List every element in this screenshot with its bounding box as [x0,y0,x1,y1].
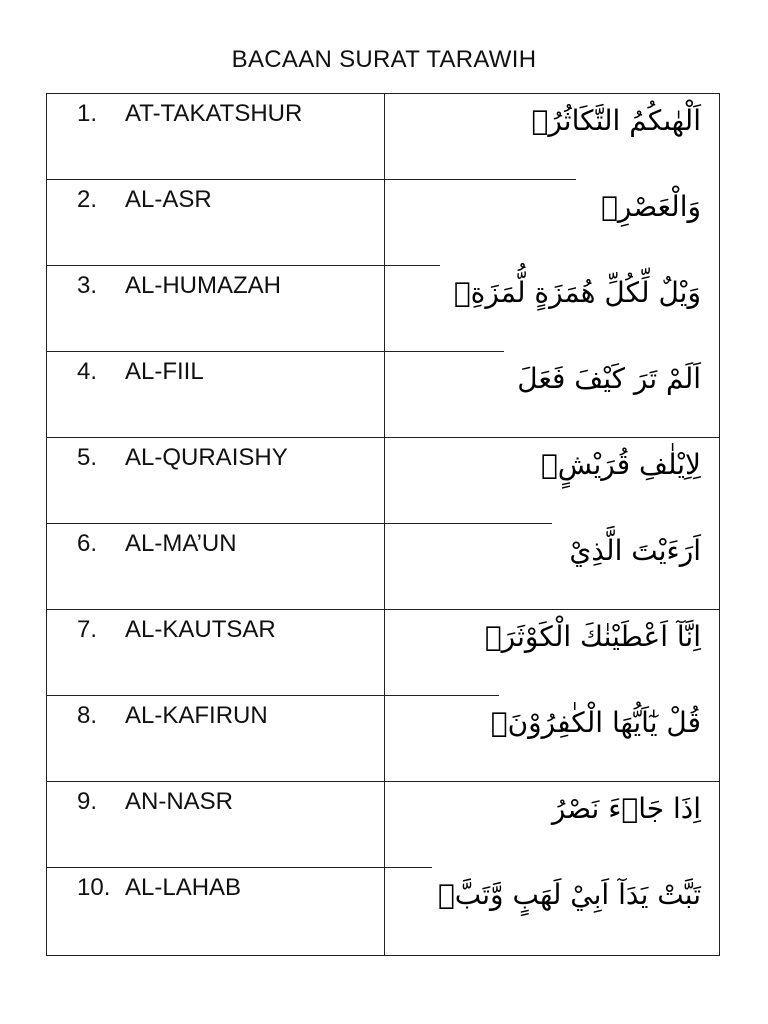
arabic-verse: اِذَا جَاۤءَ نَصْرُ [551,792,701,825]
surah-label [77,272,281,300]
row-number: 9. [77,788,98,815]
table-row [47,868,719,954]
table-row [47,180,719,266]
table-row [47,696,719,782]
surah-name: AL-MA’UN [125,530,237,557]
surah-label [77,702,268,730]
arabic-verse: اِنَّآ اَعْطَيْنٰكَ الْكَوْثَرَۗ [484,620,701,653]
table-row [47,610,719,696]
arabic-verse: وَيْلٌ لِّكُلِّ هُمَزَةٍ لُّمَزَةِۙ [453,276,701,309]
surah-name: AL-FIIL [125,358,204,385]
row-number: 4. [77,358,98,385]
row-number: 1. [77,100,98,127]
arabic-verse: وَالْعَصْرِۙ [601,190,701,223]
table-row [47,438,719,524]
arabic-verse: تَبَّتْ يَدَآ اَبِيْ لَهَبٍ وَّتَبَّۗ [437,878,701,911]
surah-label [77,874,241,902]
arabic-verse: اَلَمْ تَرَ كَيْفَ فَعَلَ [517,362,701,395]
table-row [47,266,719,352]
row-number: 3. [77,272,98,299]
row-number: 2. [77,186,98,213]
arabic-verse: اَلْهٰىكُمُ التَّكَاثُرُۙ [531,104,701,137]
page-title: BACAAN SURAT TARAWIH [231,46,537,73]
row-number: 5. [77,444,98,471]
surah-label [77,186,212,214]
surah-label [77,616,276,644]
table-row [47,94,719,180]
surah-name: AN-NASR [125,788,234,815]
surah-label [77,530,237,558]
row-number: 7. [77,616,98,643]
surah-label [77,444,288,472]
table-row [47,352,719,438]
table-row [47,782,719,868]
table-row [47,524,719,610]
surah-name: AL-HUMAZAH [125,272,282,299]
surah-name: AL-KAFIRUN [125,702,268,729]
row-number: 8. [77,702,98,729]
surah-name: AT-TAKATSHUR [125,100,303,127]
surah-name: AL-LAHAB [125,874,242,901]
arabic-verse: لِاِيْلٰفِ قُرَيْشٍۙ [540,448,701,481]
surah-label [77,788,233,816]
surah-label [77,358,204,386]
surah-table [46,93,720,956]
surah-name: AL-KAUTSAR [125,616,276,643]
surah-label [77,100,302,128]
row-number: 10. [77,874,111,901]
arabic-verse: اَرَءَيْتَ الَّذِيْ [569,534,701,567]
surah-name: AL-ASR [125,186,212,213]
row-number: 6. [77,530,98,557]
surah-name: AL-QURAISHY [125,444,288,471]
arabic-verse: قُلْ يٰٓاَيُّهَا الْكٰفِرُوْنَۙ [490,706,701,739]
